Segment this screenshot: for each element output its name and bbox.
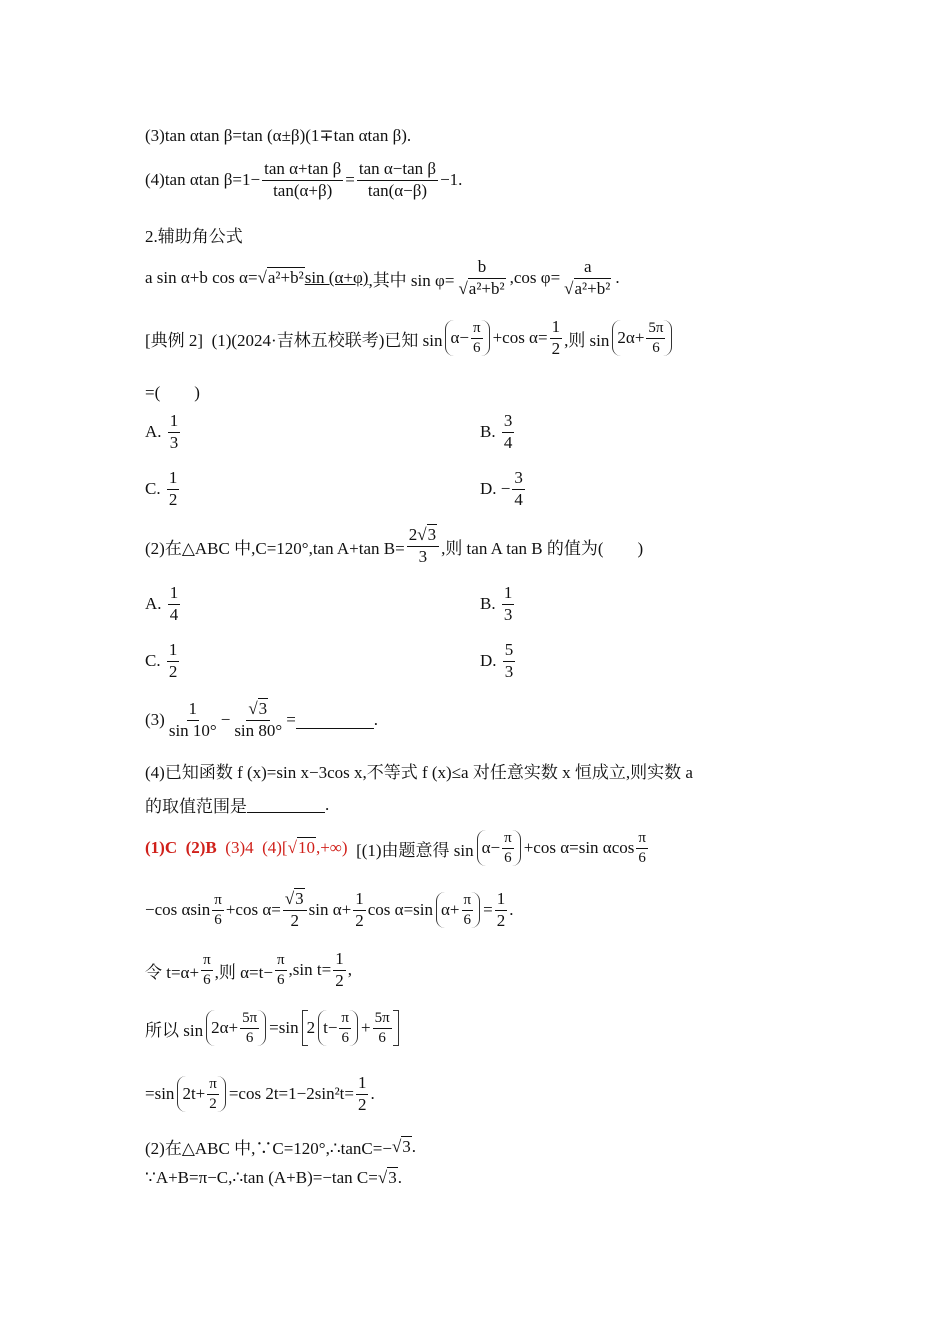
radicand: 3 [295,889,304,908]
numerator: a [582,258,594,279]
solution-text: cos α=sin [367,900,434,920]
solution-line-5 [145,1074,375,1114]
option-label: C. [145,479,161,499]
answer-line-1 [145,830,650,866]
numerator: √3 [283,890,307,911]
fraction [262,160,343,200]
coef: 2 [408,525,418,544]
radicand: 3 [427,525,437,544]
option-d[interactable] [480,469,527,509]
solution-text: +cos α=sin αcos [523,838,635,857]
denominator: 6 [214,911,222,928]
example-p1 [145,318,675,358]
p1-ask-text: =( ) [145,383,200,402]
answer-blank[interactable] [247,796,325,813]
radicand: 3 [402,1136,411,1156]
option-label: B. [480,594,496,614]
denominator: 6 [504,849,512,866]
numerator: 3 [502,412,515,433]
fraction [283,890,307,930]
numerator: π [502,830,514,849]
coef: 2 [306,1018,316,1037]
radicand: a²+b² [468,278,505,298]
fraction [495,890,508,930]
solution-text: −cos αsin [145,900,211,920]
period: . [325,794,330,814]
fraction [167,641,180,681]
arg: α+ [441,900,460,920]
denominator: 3 [504,661,514,681]
solution-text: ∵A+B=π−C,∴tan (A+B)=−tan C= [145,1168,378,1187]
formula-3 [145,126,411,146]
p2-intro: (2)在△ABC 中,C=120°,tan A+tan B= [145,538,405,558]
arg: α− [481,838,501,857]
denominator: 6 [378,1029,386,1046]
formula-4 [145,160,462,200]
arg: t− [323,1018,338,1037]
fraction [167,469,180,509]
numerator: 1 [495,890,508,911]
numerator: 5π [373,1010,392,1029]
denominator: 6 [341,1029,349,1046]
solution-line-7 [145,1168,402,1188]
radicand: a²+b² [267,268,304,288]
fraction [636,830,648,866]
denominator: 6 [473,339,481,356]
solution-text: 令 t=α+ [145,962,200,982]
period: . [509,900,514,920]
p4-text: (4)已知函数 f (x)=sin x−3cos x,不等式 f (x)≤a 对任意实数 x 恒成立,则实数 a [145,763,693,782]
fraction [502,412,515,452]
option-c[interactable] [145,641,181,681]
formula-3-text: (3)tan αtan β=tan (α±β)(1∓tan αtan β). [145,126,412,145]
denominator: 2 [168,489,178,509]
fraction [503,641,516,681]
denominator: 6 [276,971,285,988]
fraction [339,1010,351,1046]
numerator: π [462,892,474,911]
arg: α− [450,328,469,348]
paren-group [477,830,521,866]
solution-text: =sin [269,1018,299,1037]
option-b[interactable] [480,412,516,452]
fraction [502,830,514,866]
numerator: 2√3 [407,526,439,547]
radicand: 3 [388,1168,397,1187]
solution-text: =cos 2t=1−2sin²t= [228,1084,354,1104]
denominator: 2 [496,910,506,930]
bracket-group [302,1010,399,1046]
numerator: 1 [502,584,515,605]
denominator: sin 80° [234,720,283,740]
option-label: A. [145,594,162,614]
numerator: 1 [356,1074,369,1095]
numerator: 1 [167,641,180,662]
answer-4-post: ,+∞) [315,838,348,857]
minus-sign: − [500,479,511,499]
arg: 2α+ [617,328,645,348]
p1-intro: (1)(2024·吉林五校联考)已知 sin [211,330,443,350]
denominator: 6 [463,911,472,928]
fraction [167,700,219,740]
example-p4-line1 [145,758,693,783]
denominator: 3 [503,604,513,624]
numerator: 5π [240,1010,259,1029]
numerator: 5 [503,641,516,662]
fraction [168,412,181,452]
numerator: π [201,952,213,971]
period: . [370,1084,375,1104]
answer-3: (3)4 [225,838,254,857]
denominator: 2 [290,910,299,930]
solution-text: (2)在△ABC 中,∵C=120°,∴tanC=− [145,1139,392,1158]
arg: 2α+ [211,1018,239,1037]
numerator: π [471,320,483,339]
answer-4-pre: (4)[ [262,838,288,857]
numerator: 1 [168,412,181,433]
fraction [168,584,181,624]
denominator: 2 [357,1094,367,1114]
denominator: √a²+b² [458,278,505,298]
period: . [615,268,620,288]
fraction [562,258,613,298]
numerator: π [207,1076,219,1095]
arg: 2t+ [182,1084,206,1104]
numerator: 1 [167,469,180,490]
answer-2: (2)B [185,838,217,857]
formula-4-suffix: −1. [440,170,463,190]
sqrt-sign: √3 [377,1168,397,1187]
solution-text: ,sin t= [288,960,332,980]
option-b[interactable] [480,584,516,624]
numerator: π [339,1010,351,1029]
example-p2 [145,526,643,566]
numerator: π [275,952,287,971]
fraction [353,890,366,930]
section-heading [145,222,243,247]
numerator: √3 [246,700,270,721]
fraction [512,469,525,509]
numerator: 1 [187,700,200,721]
denominator: 6 [203,971,211,988]
radicand: a²+b² [574,278,611,298]
fraction [201,952,213,988]
denominator: 6 [652,339,660,356]
solution-line-4 [145,1010,402,1046]
section-heading-text: 2.辅助角公式 [145,227,243,246]
aux-formula [145,258,620,298]
p2-ask: ,则 tan A tan B 的值为( ) [441,538,644,558]
period: . [373,710,379,730]
fraction [646,320,665,356]
formula-4-prefix: (4)tan αtan β=1− [145,170,261,190]
sqrt-sign: √3 [391,1136,411,1156]
denominator: tan(α+β) [273,180,333,200]
denominator: √a²+b² [564,278,611,298]
denominator: sin 10° [168,720,217,740]
denominator: tan(α−β) [367,180,428,200]
solution-text: =sin [145,1084,175,1104]
denominator: 4 [503,432,513,452]
numerator: 1 [550,318,563,339]
fraction [232,700,284,740]
answer-1: (1)C [145,838,178,857]
paren-group [177,1076,225,1112]
aux-sin-part: sin (α+φ) [304,268,369,288]
numerator: π [212,892,224,911]
paren-group [318,1010,358,1046]
solution-text: +cos α= [225,900,281,920]
numerator: 3 [512,469,525,490]
fraction [471,320,483,356]
paren-group [612,320,672,356]
denominator: 4 [169,604,179,624]
p1-ask [145,378,200,403]
fraction [333,950,346,990]
solution-line-6 [145,1134,416,1159]
fraction [407,526,439,566]
numerator: 1 [333,950,346,971]
aux-lhs: a sin α+b cos α= [145,268,258,288]
radicand: 10 [297,838,315,857]
p3-label: (3) [145,710,165,730]
solution-intro: [(1)由题意得 sin [356,840,474,860]
paren-group [436,892,480,928]
period: . [411,1136,417,1156]
p1-then: ,则 sin [564,330,610,350]
answer-4: (4)[√10,+∞) [262,838,348,857]
numerator: b [476,258,489,279]
aux-cos-text: ,cos φ= [509,268,561,288]
option-label: D. [480,651,497,671]
fraction [356,1074,369,1114]
fraction [550,318,563,358]
p4-text: 的取值范围是 [145,797,247,816]
fraction [462,892,474,928]
fraction [502,584,515,624]
denominator: 3 [418,546,428,566]
denominator: 6 [245,1029,254,1046]
comma: , [347,960,352,980]
option-c[interactable] [145,469,181,509]
option-a[interactable] [145,412,182,452]
fraction [240,1010,259,1046]
answer-blank[interactable] [296,712,374,729]
example-tag: [典例 2] [145,330,204,350]
minus-sign: − [220,710,231,730]
fraction [456,258,507,298]
option-label: D. [480,479,497,499]
solution-text: ,则 α=t− [214,962,273,982]
numerator: 1 [168,584,181,605]
option-label: B. [480,422,496,442]
equals: = [345,170,355,190]
fraction [212,892,224,928]
paren-group [206,1010,266,1046]
fraction [357,160,438,200]
numerator: 5π [646,320,665,339]
numerator: tan α+tan β [262,160,343,181]
example-p4-line2 [145,792,329,817]
example-p3 [145,700,378,740]
denominator: 2 [168,661,178,681]
numerator: 1 [353,890,366,911]
radicand: 3 [258,699,268,718]
option-label: C. [145,651,161,671]
p1-plus: +cos α= [492,328,548,348]
numerator: π [636,830,648,849]
denominator: 3 [169,432,179,452]
sqrt-sign: √a²+b² [257,268,304,288]
denominator: 4 [514,489,523,509]
option-a[interactable] [145,584,182,624]
denominator: 6 [638,849,646,866]
denominator: 2 [335,970,344,990]
fraction [373,1010,392,1046]
denominator: 2 [355,910,364,930]
fraction [207,1076,219,1112]
plus-sign: + [361,1018,371,1037]
period: . [397,1168,402,1187]
solution-line-3 [145,950,352,990]
solution-text: sin α+ [308,900,352,920]
option-label: A. [145,422,162,442]
option-d[interactable] [480,641,517,681]
aux-mid: ,其中 sin φ= [368,270,455,290]
equals: = [483,900,493,920]
paren-group [445,320,489,356]
solution-line-2 [145,890,513,930]
solution-text: 所以 sin [145,1020,204,1040]
denominator: 2 [209,1095,217,1112]
numerator: tan α−tan β [357,160,438,181]
denominator: 2 [551,338,561,358]
fraction [275,952,287,988]
equals: = [286,710,296,730]
